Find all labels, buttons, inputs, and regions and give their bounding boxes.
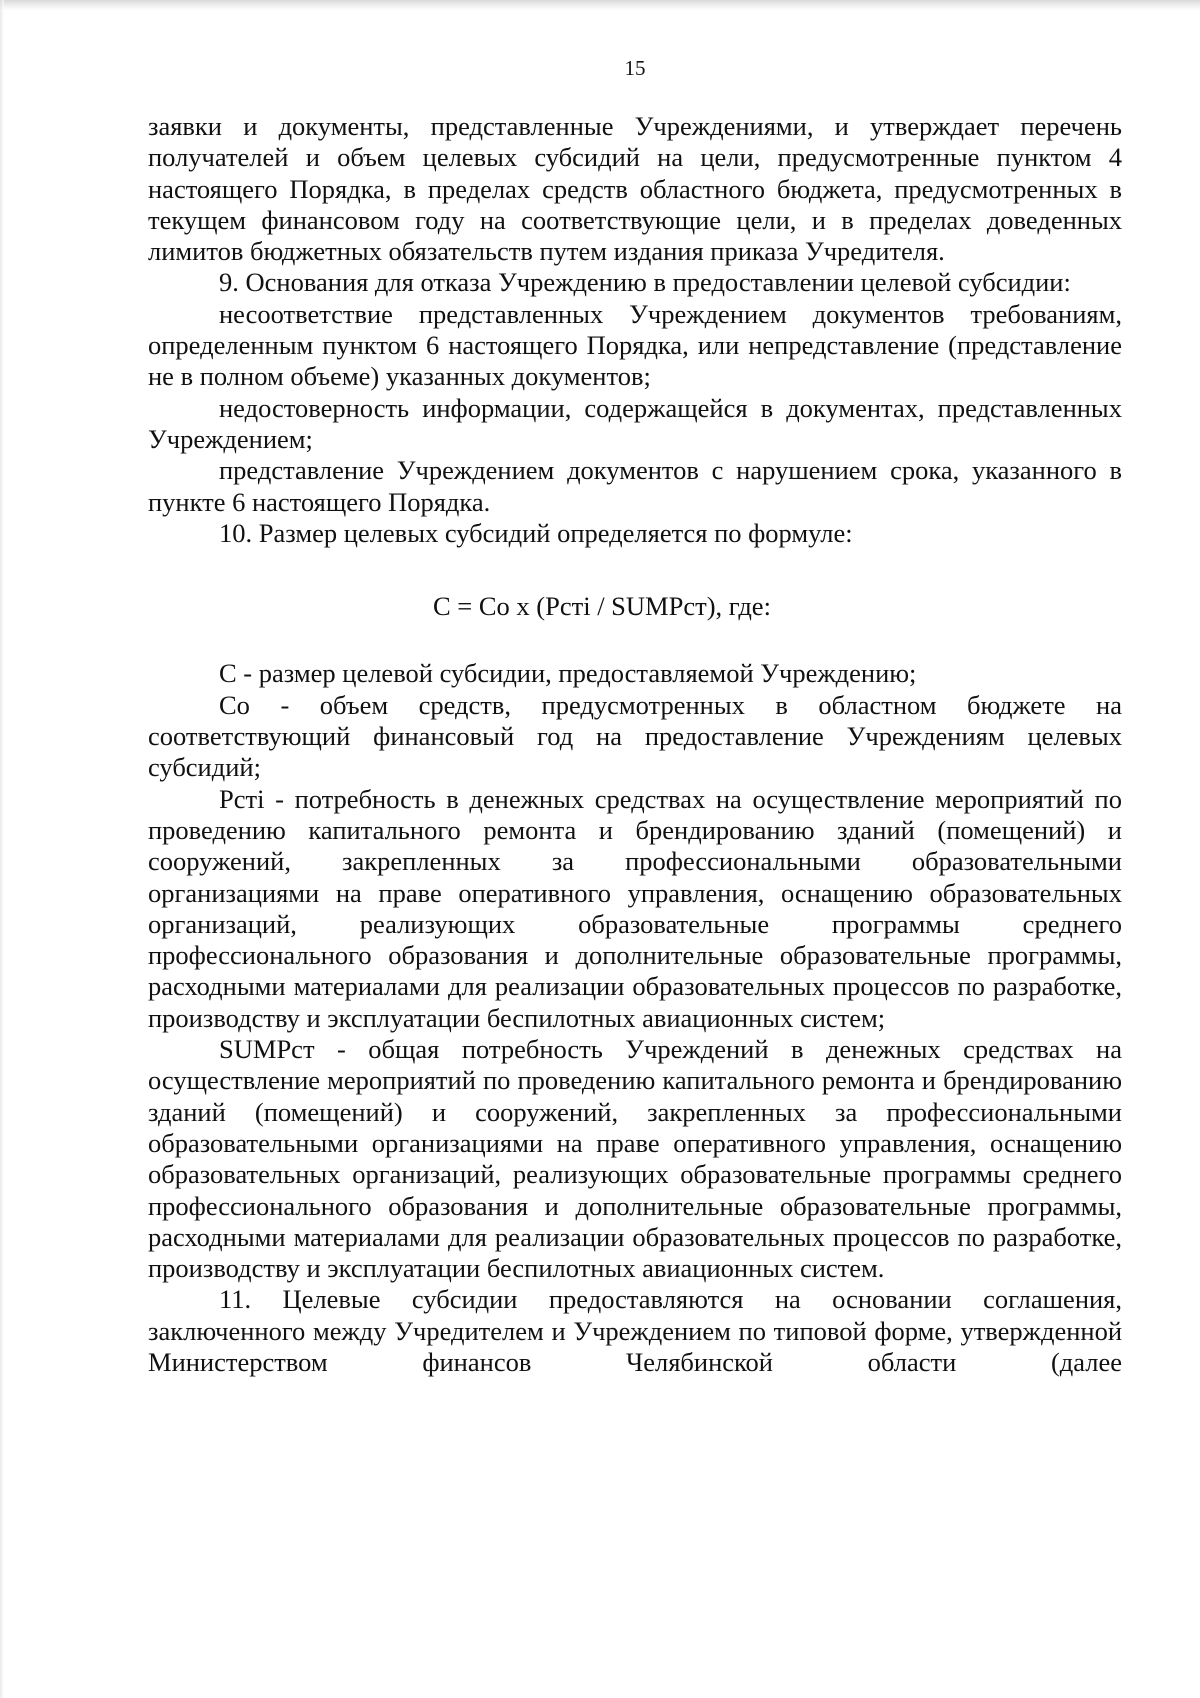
scan-edge-left	[0, 0, 4, 1698]
paragraph-continuation: заявки и документы, представленные Учреждениями, и утверждает перечень получателей и объем целевых субсидий на цели, предусмотренные пунктом 4 настоящего Порядка, в пределах средств областного бюджета, предусмотренных в текущем финансовом году на соответствующие цели, и в пределах доведенных лимитов бюджетных обязательств путем издания приказа Учредителя.	[148, 111, 1122, 267]
paragraph-item-10: 10. Размер целевых субсидий определяется по формуле:	[219, 517, 853, 548]
definition-sumrst: SUMРст - общая потребность Учреждений в денежных средствах на осуществление мероприятий по проведению капитального ремонта и брендированию зданий (помещений) и сооружений, закрепленных за профессиональными образовательными организациями на праве оперативного управления, оснащению образовательных организаций, реализующих образовательные программы среднего профессионального образования и дополнительные образовательные программы, расходными материалами для реализации образовательных процессов по разработке, производству и эксплуатации беспилотных авиационных систем.	[148, 1034, 1122, 1284]
scan-edge-top	[0, 0, 1200, 10]
formula: С = Со х (Рстi / SUMРст), где:	[433, 591, 771, 622]
page-number: 15	[624, 56, 646, 80]
definition-rsti: Рстi - потребность в денежных средствах на осуществление мероприятий по проведению капитального ремонта и брендированию зданий (помещений) и сооружений, закрепленных за профессиональными образовательными организациями на праве оперативного управления, оснащению образовательных организаций, реализующих образовательные программы среднего профессионального образования и дополнительные образовательные программы, расходными материалами для реализации образовательных процессов по разработке, производству и эксплуатации беспилотных авиационных систем;	[148, 783, 1122, 1033]
paragraph-refusal-ground-2: недостоверность информации, содержащейся в документах, представленных Учреждением;	[148, 392, 1122, 454]
paragraph-item-9: 9. Основания для отказа Учреждению в предоставлении целевой субсидии:	[219, 267, 1071, 298]
document-body	[148, 111, 1122, 1378]
paragraph-item-11: 11. Целевые субсидии предоставляются на основании соглашения, заключенного между Учредителем и Учреждением по типовой форме, утвержденной Министерством финансов Челябинской области (далее	[148, 1284, 1122, 1377]
definition-co: Со - объем средств, предусмотренных в областном бюджете на соответствующий финансовый год на предоставление Учреждениям целевых субсидий;	[148, 689, 1122, 783]
paragraph-refusal-ground-1: несоответствие представленных Учреждением документов требованиям, определенным пунктом 6 настоящего Порядка, или непредставление (представление не в полном объеме) указанных документов;	[148, 298, 1122, 392]
paragraph-refusal-ground-3: представление Учреждением документов с нарушением срока, указанного в пункте 6 настоящего Порядка.	[148, 455, 1122, 517]
definition-c: С - размер целевой субсидии, предоставляемой Учреждению;	[219, 658, 917, 689]
